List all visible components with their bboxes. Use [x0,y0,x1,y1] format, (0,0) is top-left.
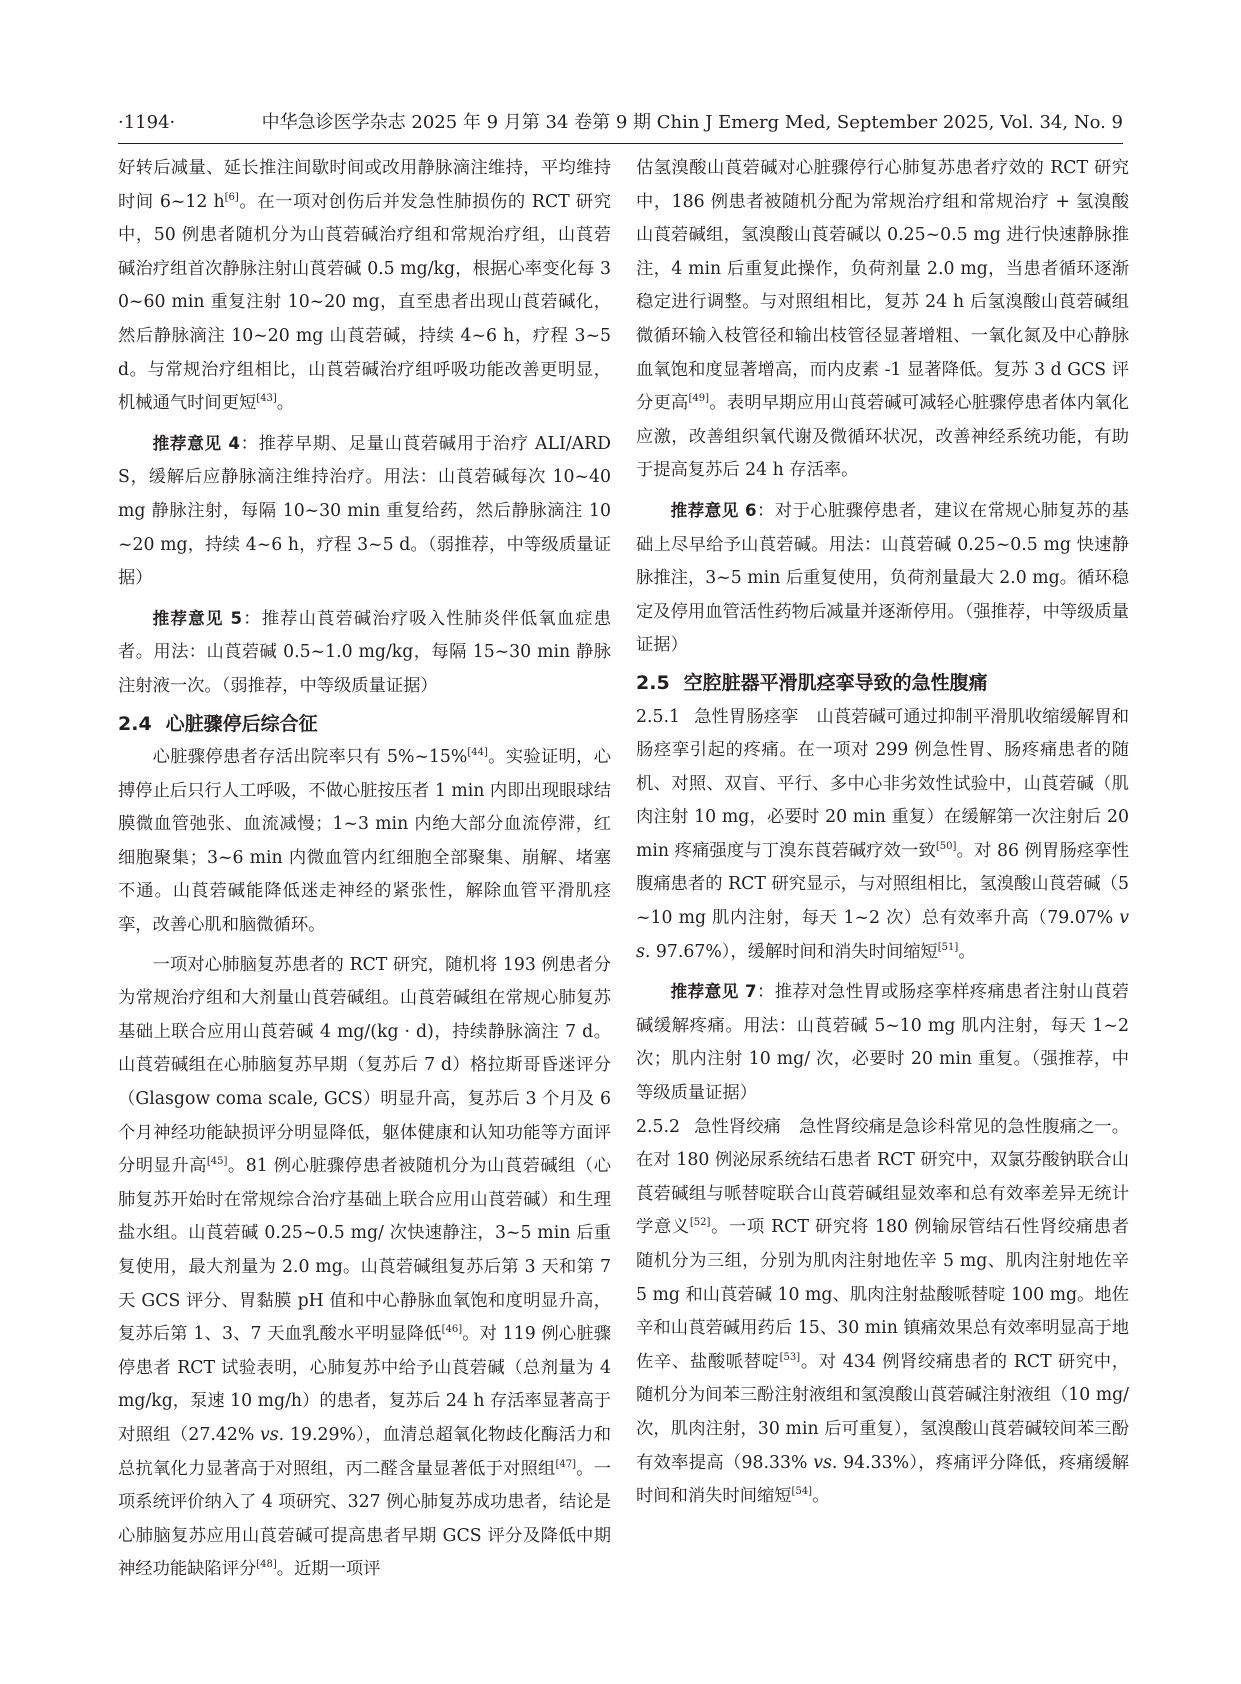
recommendation-label: 推荐意见 4 [152,433,240,453]
paragraph: 估氢溴酸山莨菪碱对心脏骤停行心肺复苏患者疗效的 RCT 研究中，186 例患者被随机分配为常规治疗组和常规治疗 + 氢溴酸山莨菪碱组，氢溴酸山莨菪碱以 0.25~0.5 mg 进行快速静脉推注，4 min 后重复此操作，负荷剂量 2.0 mg，当患者循环逐渐稳定进行调整。与对照组相比，复苏 24 h 后氢溴酸山莨菪碱组微循环输入枝管径和输出枝管径显著增粗、一氧化氮及中心静脉血氧饱和度显著增高，而内皮素 -1 显著降低。复苏 3 d GCS 评分更高[49]。表明早期应用山莨菪碱可减轻心脏骤停患者体内氧化应激，改善组织氧代谢及微循环状况，改善神经系统功能，有助于提高复苏后 24 h 存活率。 [636,158,1129,481]
citation-ref[interactable]: [51] [937,941,959,953]
right-column [636,152,1129,1514]
citation-ref[interactable]: [47] [555,1458,576,1470]
recommendation-7: 推荐意见 7：推荐对急性胃或肠痉挛样疼痛患者注射山莨菪碱缓解疼痛。用法：山莨菪碱 5~10 mg 肌内注射，每天 1~2 次；肌内注射 10 mg/ 次，必要时 20 min 重复。（强推荐，中等级质量证据） [636,982,1129,1104]
running-header [118,108,1123,138]
recommendation-5: 推荐意见 5：推荐山莨菪碱治疗吸入性肺炎伴低氧血症患者。用法：山莨菪碱 0.5~1.0 mg/kg，每隔 15~30 min 静脉注射液一次。（弱推荐，中等级质量证据） [118,608,611,696]
citation-ref[interactable]: [53] [779,1352,801,1364]
citation-ref[interactable]: [54] [791,1486,813,1498]
recommendation-6: 推荐意见 6：对于心脏骤停患者，建议在常规心肺复苏的基础上尽早给予山莨菪碱。用法：山莨菪碱 0.25~0.5 mg 快速静脉推注，3~5 min 后重复使用，负荷剂量最大 2.0 mg。循环稳定及停用血管活性药物后减量并逐渐停用。（强推荐，中等级质量证据） [636,500,1129,656]
recommendation-4: 推荐意见 4：推荐早期、足量山莨菪碱用于治疗 ALI/ARDS，缓解后应静脉滴注维持治疗。用法：山莨菪碱每次 10~40 mg 静脉注射，每隔 10~30 min 重复给药，然后静脉滴注 10~20 mg，持续 4~6 h，疗程 3~5 d。（弱推荐，中等级质量证据） [118,433,611,589]
citation-ref[interactable]: [52] [689,1217,711,1229]
citation-ref[interactable]: [44] [467,747,488,759]
paragraph: 一项对心肺脑复苏患者的 RCT 研究，随机将 193 例患者分为常规治疗组和大剂量山莨菪碱组。山莨菪碱组在常规心肺复苏基础上联合应用山莨菪碱 4 mg/(kg · d)，持续静脉滴注 7 d。山莨菪碱组在心肺脑复苏早期（复苏后 7 d）格拉斯哥昏迷评分（Glasgow coma scale, GCS）明显升高，复苏后 3 个月及 6 个月神经功能缺损评分明显降低，躯体健康和认知功能等方面评分明显升高[45]。81 例心脏骤停患者被随机分为山莨菪碱组（心肺复苏开始时在常规综合治疗基础上联合应用山莨菪碱）和生理盐水组。山莨菪碱 0.25~0.5 mg/ 次快速静注，3~5 min 后重复使用，最大剂量为 2.0 mg。山莨菪碱组复苏后第 3 天和第 7 天 GCS 评分、胃黏膜 pH 值和中心静脉血氧饱和度明显升高，复苏后第 1、3、7 天血乳酸水平明显降低[46]。对 119 例心脏骤停患者 RCT 试验表明，心肺复苏中给予山莨菪碱（总剂量为 4 mg/kg，泵速 10 mg/h）的患者，复苏后 24 h 存活率显著高于对照组（27.42% vs. 19.29%），血清总超氧化物歧化酶活力和总抗氧化力显著高于对照组，丙二醛含量显著低于对照组[47]。一项系统评价纳入了 4 项研究、327 例心肺复苏成功患者，结论是心肺脑复苏应用山莨菪碱可提高患者早期 GCS 评分及降低中期神经功能缺陷评分[48]。近期一项评 [118,954,612,1580]
paragraph: 好转后减量、延长推注间歇时间或改用静脉滴注维持，平均维持时间 6~12 h[6]。在一项对创伤后并发急性肺损伤的 RCT 研究中，50 例患者随机分为山莨菪碱治疗组和常规治疗组，山莨菪碱治疗组首次静脉注射山莨菪碱 0.5 mg/kg，根据心率变化每 30~60 min 重复注射 10~20 mg，直至患者出现山莨菪碱化，然后静脉滴注 10~20 mg 山莨菪碱，持续 4~6 h，疗程 3~5 d。与常规治疗组相比，山莨菪碱治疗组呼吸功能改善更明显，机械通气时间更短[43]。 [118,158,611,414]
citation-ref[interactable]: [50] [935,841,957,853]
citation-ref[interactable]: [49] [688,393,710,405]
citation-ref[interactable]: [6] [224,191,239,203]
section-heading-2-5: 2.5 空腔脏器平滑肌痉挛导致的急性腹痛 [636,671,988,694]
subsection-2-5-2: 2.5.2 急性肾绞痛 急性肾绞痛是急诊科常见的急性腹痛之一。在对 180 例泌尿系统结石患者 RCT 研究中，双氯芬酸钠联合山莨菪碱组与哌替啶联合山莨菪碱组显效率和总有效率差异无统计学意义[52]。一项 RCT 研究将 180 例输尿管结石性肾绞痛患者随机分为三组，分别为肌肉注射地佐辛 5 mg、肌肉注射地佐辛 5 mg 和山莨菪碱 10 mg、肌肉注射盐酸哌替啶 100 mg。地佐辛和山莨菪碱用药后 15、30 min 镇痛效果总有效率明显高于地佐辛、盐酸哌替啶[53]。对 434 例肾绞痛患者的 RCT 研究中，随机分为间苯三酚注射液组和氢溴酸山莨菪碱注射液组（10 mg/ 次，肌肉注射，30 min 后可重复），氢溴酸山莨菪碱较间苯三酚有效率提高（98.33% vs. 94.33%），疼痛评分降低，疼痛缓解时间和消失时间缩短[54]。 [636,1116,1130,1507]
citation-ref[interactable]: [48] [256,1559,277,1571]
citation-ref[interactable]: [45] [206,1156,228,1168]
journal-citation: 中华急诊医学杂志 2025 年 9 月第 34 卷第 9 期 Chin J Emerg Med, September 2025, Vol. 34, No. 9 [261,112,1123,133]
recommendation-label: 推荐意见 6 [670,500,757,520]
page-number: ·1194· [118,112,176,133]
citation-ref[interactable]: [43] [256,393,277,405]
citation-ref[interactable]: [46] [441,1324,463,1336]
recommendation-label: 推荐意见 5 [152,608,243,628]
section-heading-2-4: 2.4 心脏骤停后综合征 [118,712,318,735]
recommendation-label: 推荐意见 7 [670,982,757,1002]
header-rule [118,143,1123,144]
paragraph: 心脏骤停患者存活出院率只有 5%~15%[44]。实验证明，心搏停止后只行人工呼吸，不做心脏按压者 1 min 内即出现眼球结膜微血管弛张、血流减慢；1~3 min 内绝大部分血流停滞，红细胞聚集；3~6 min 内微血管内红细胞全部聚集、崩解、堵塞不通。山莨菪碱能降低迷走神经的紧张性，解除血管平滑肌痉挛，改善心肌和脑微循环。 [118,747,611,936]
subsection-2-5-1: 2.5.1 急性胃肠痉挛 山莨菪碱可通过抑制平滑肌收缩缓解胃和肠痉挛引起的疼痛。在一项对 299 例急性胃、肠疼痛患者的随机、对照、双盲、平行、多中心非劣效性试验中，山莨菪碱（肌肉注射 10 mg，必要时 20 min 重复）在缓解第一次注射后 20 min 疼痛强度与丁溴东莨菪碱疗效一致[50]。对 86 例胃肠痉挛性腹痛患者的 RCT 研究显示，与对照组相比，氢溴酸山莨菪碱（5~10 mg 肌内注射，每天 1~2 次）总有效率升高（79.07% vs. 97.67%），缓解时间和消失时间缩短[51]。 [636,706,1129,962]
left-column [118,152,611,1587]
